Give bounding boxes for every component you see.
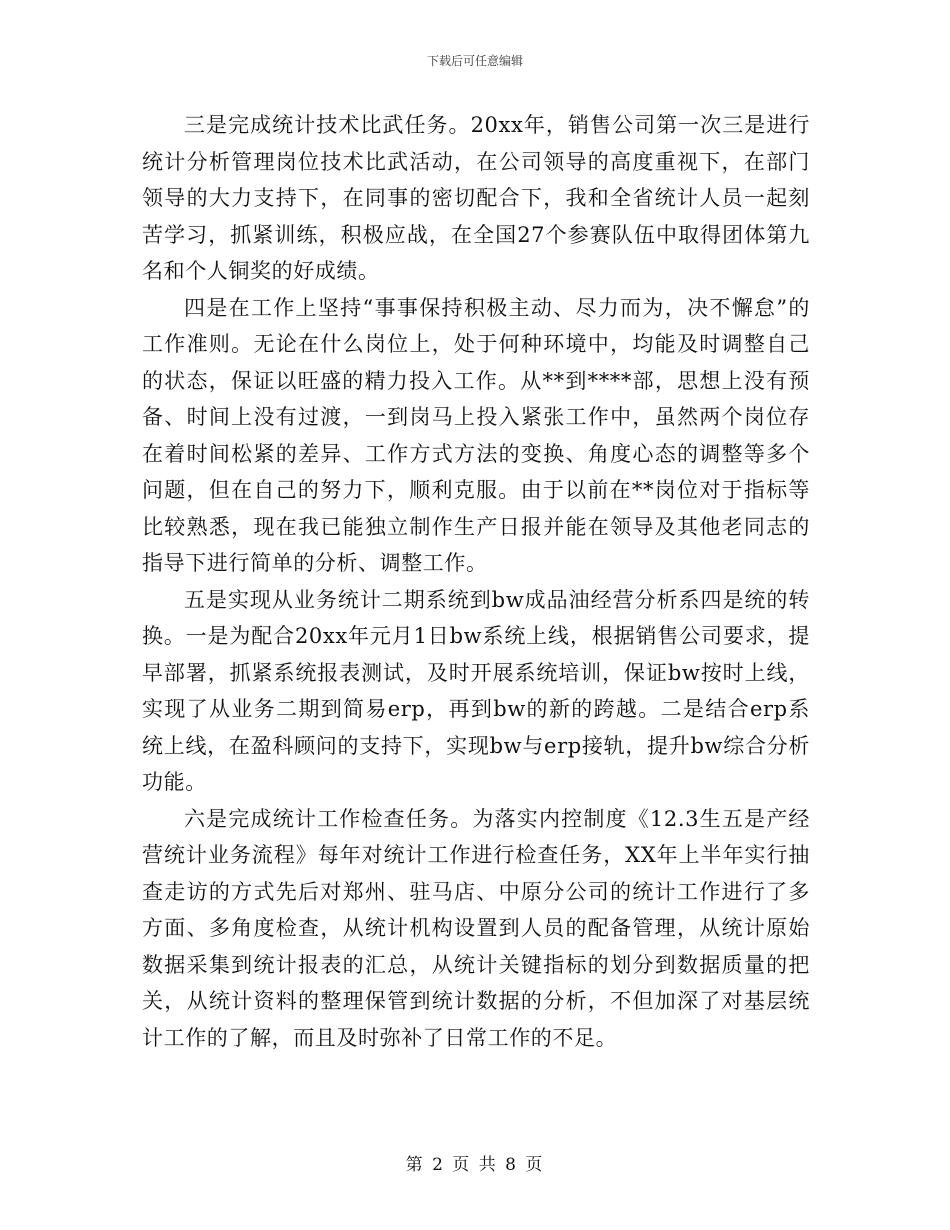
paragraph-6-inspection: 六是完成统计工作检查任务。为落实内控制度《12.3生五是产经营统计业务流程》每年对统计工作进行检查任务，XX年上半年实行抽查走访的方式先后对郑州、驻马店、中原分公司的统计工作进行了多方面、多角度检查，从统计机构设置到人员的配备管理，从统计原始数据采集到统计报表的汇总，从统计关键指标的划分到数据质量的把关，从统计资料的整理保管到统计数据的分析，不但加深了对基层统计工作的了解，而且及时弥补了日常工作的不足。 [142,806,810,1050]
paragraph-5-bw-system: 五是实现从业务统计二期系统到bw成品油经营分析系四是统的转换。一是为配合20xx年元月1日bw系统上线，根据销售公司要求，提早部署，抓紧系统报表测试，及时开展系统培训，保证bw按时上线，实现了从业务二期到简易erp，再到bw的新的跨越。二是结合erp系统上线，在盈科顾问的支持下，实现bw与erp接轨，提升bw综合分析功能。 [142,587,810,794]
page-header: 下载后可任意编辑 [426,54,523,68]
paragraph-3-competition: 三是完成统计技术比武任务。20xx年，销售公司第一次三是进行统计分析管理岗位技术比武活动，在公司领导的高度重视下，在部门领导的大力支持下，在同事的密切配合下，我和全省统计人员一起刻苦学习，抓紧训练，积极应战，在全国27个参赛队伍中取得团体第九名和个人铜奖的好成绩。 [142,113,810,283]
paragraph-4-work-principle: 四是在工作上坚持“事事保持积极主动、尽力而为，决不懈怠”的工作准则。无论在什么岗位上，处于何种环境中，均能及时调整自己的状态，保证以旺盛的精力投入工作。从**到****部，思想上没有预备、时间上没有过渡，一到岗马上投入紧张工作中，虽然两个岗位存在着时间松紧的差异、工作方式方法的变换、角度心态的调整等多个问题，但在自己的努力下，顺利克服。由于以前在**岗位对于指标等比较熟悉，现在我已能独立制作生产日报并能在领导及其他老同志的指导下进行简单的分析、调整工作。 [142,295,810,575]
document-body [142,107,810,1056]
page-number-footer: 第 2 页 共 8 页 [405,1155,545,1175]
